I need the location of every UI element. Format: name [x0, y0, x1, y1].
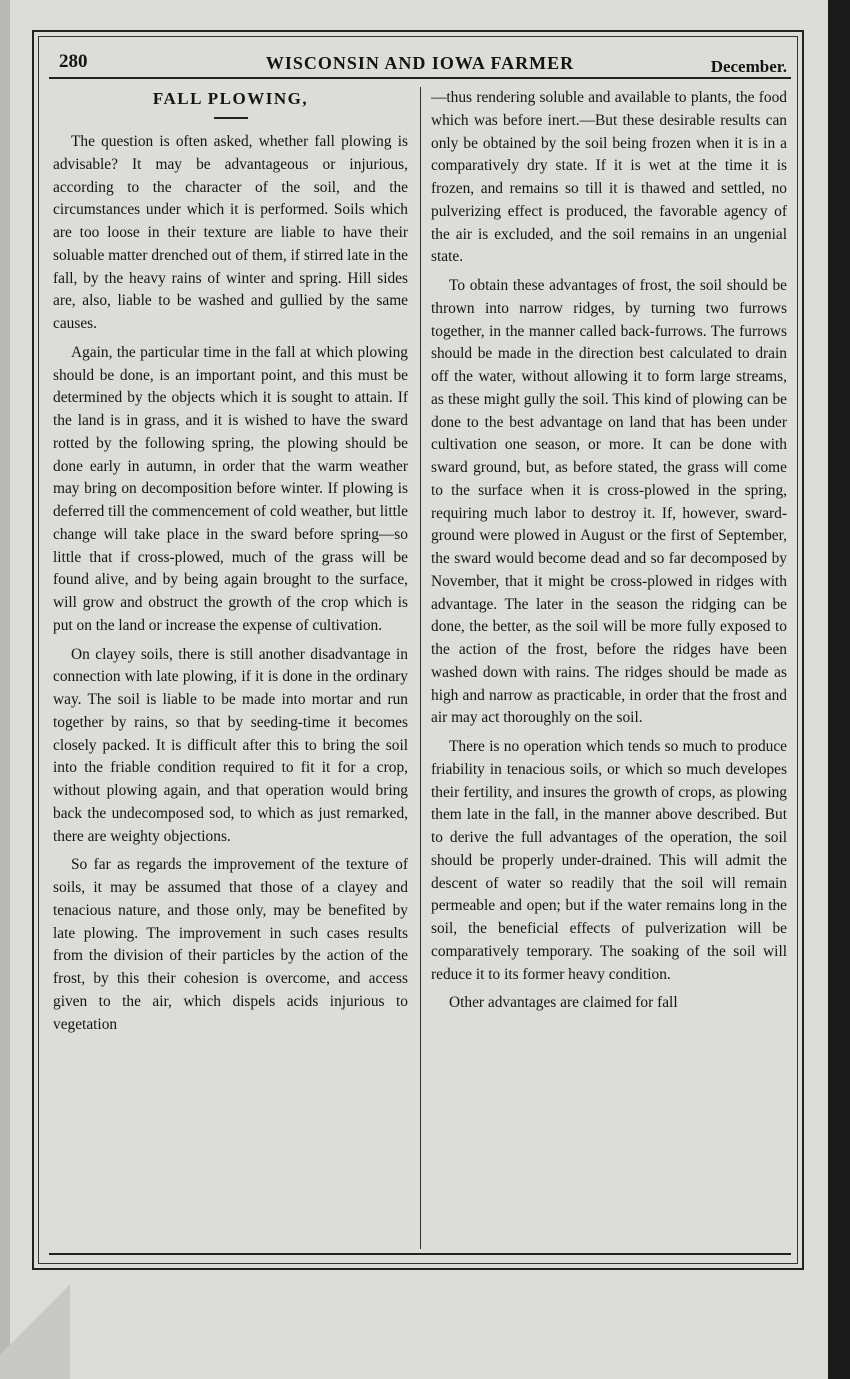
title-rule	[214, 117, 248, 119]
page-number: 280	[59, 51, 88, 72]
paragraph-continuation: —thus rendering soluble and available to plants, the food which was before inert.—But these desirable results can only be obtained by the soil being frozen when it is in a comparatively dry state. If it is wet at the time it is frozen, and remains so till it is thawed and settled, no pulverizing effect is produced, the favorable agency of the air is excluded, and the soil remains in an ungenial state.	[431, 89, 787, 266]
bottom-rule	[49, 1253, 791, 1255]
page-corner-fold	[0, 1259, 70, 1379]
paragraph-question: The question is often asked, whether fall plowing is advisable? It may be advantageous or injurious, according to the character of the soil, and the circumstances under which it is performed. Soils which are too loose in their texture are liable to have their soluable matter drenched out of them, if stirred late in the fall, by the heavy rains of winter and spring. Hill sides are, also, liable to be washed and gullied by the same causes.	[53, 133, 408, 332]
running-head	[49, 47, 791, 79]
issue-month: December.	[710, 57, 787, 76]
paragraph-friability: There is no operation which tends so much to produce friability in tenacious soils, or which so much developes their fertility, and insures the growth of crops, as plowing them late in the fall, in the manner above described. But to derive the full advantages of the operation, the soil should be properly under-drained. This will admit the descent of water so readily that the soil will remain permeable and open; but if the water remains long in the soil, the beneficial effects of pulverization will be comparatively temporary. The soaking of the soil will reduce it to its former heavy condition.	[431, 738, 787, 983]
article-title: FALL PLOWING,	[152, 89, 309, 108]
paragraph-clayey-soils: On clayey soils, there is still another disadvantage in connection with late plowing, if it is done in the ordinary way. The soil is liable to be made into mortar and run together by rains, so that by seeding-time it becomes closely packed. It is difficult after this to bring the soil into the friable condition required to fit it for a crop, without plowing again, and that operation would bring back the undecomposed sod, to which as just remarked, there are weighty objections.	[53, 645, 408, 845]
paragraph-particular-time: Again, the particular time in the fall at which plowing should be done, is an important point, and this must be determined by the objects which it is sought to attain. If the land is in grass, and it is wished to have the sward rotted by the following spring, the plowing should be done early in autumn, in order that the warm weather may bring on decomposition before winter. If plowing is deferred till the commencement of cold weather, but little change will take place in the sward before spring—so little that if cross-plowed, much of the grass will be found alive, and by being again brought to the surface, will grow and obstruct the growth of the crop which is put on the land or increase the expense of cultivation.	[53, 343, 408, 634]
column-divider	[420, 87, 421, 1249]
left-column	[53, 87, 408, 1249]
right-column	[431, 87, 787, 1249]
page-border	[38, 36, 798, 1264]
page-right-shadow	[828, 0, 850, 1379]
page-left-edge	[0, 0, 10, 1379]
magazine-page	[32, 30, 804, 1270]
paragraph-other-advantages: Other advantages are claimed for fall	[449, 994, 678, 1012]
paragraph-advantages-of-frost: To obtain these advantages of frost, the soil should be thrown into narrow ridges, by turning two furrows together, in the manner called back-furrows. The furrows should be made in the direction best calculated to drain off the water, without allowing it to form large streams, as these might gully the soil. This kind of plowing can be done to the best advantage on land that has been under cultivation one season, or more. It can be done with sward ground, but, as before stated, the grass will come to the surface when it is cross-plowed in the spring, requiring much labor to destroy it. If, however, sward-ground were plowed in August or the first of September, the sward would become dead and so far decomposed by November, that it might be cross-plowed in ridges with advantage. The later in the season the ridging can be done, the better, as the soil will be more fully exposed to the action of the frost, before the ridges have been washed down with rains. The ridges should be made as high and narrow as practicable, in order that the frost and air may act thoroughly on the soil.	[431, 277, 787, 727]
journal-title: WISCONSIN AND IOWA FARMER	[265, 53, 575, 73]
paragraph-texture: So far as regards the improvement of the texture of soils, it may be assumed that those of a clayey and tenacious nature, and those only, may be benefited by late plowing. The improvement in such cases results from the division of their particles by the action of the frost, by this their cohesion is overcome, and access given to the air, which dispels acids injurious to vegetation	[53, 856, 408, 1033]
